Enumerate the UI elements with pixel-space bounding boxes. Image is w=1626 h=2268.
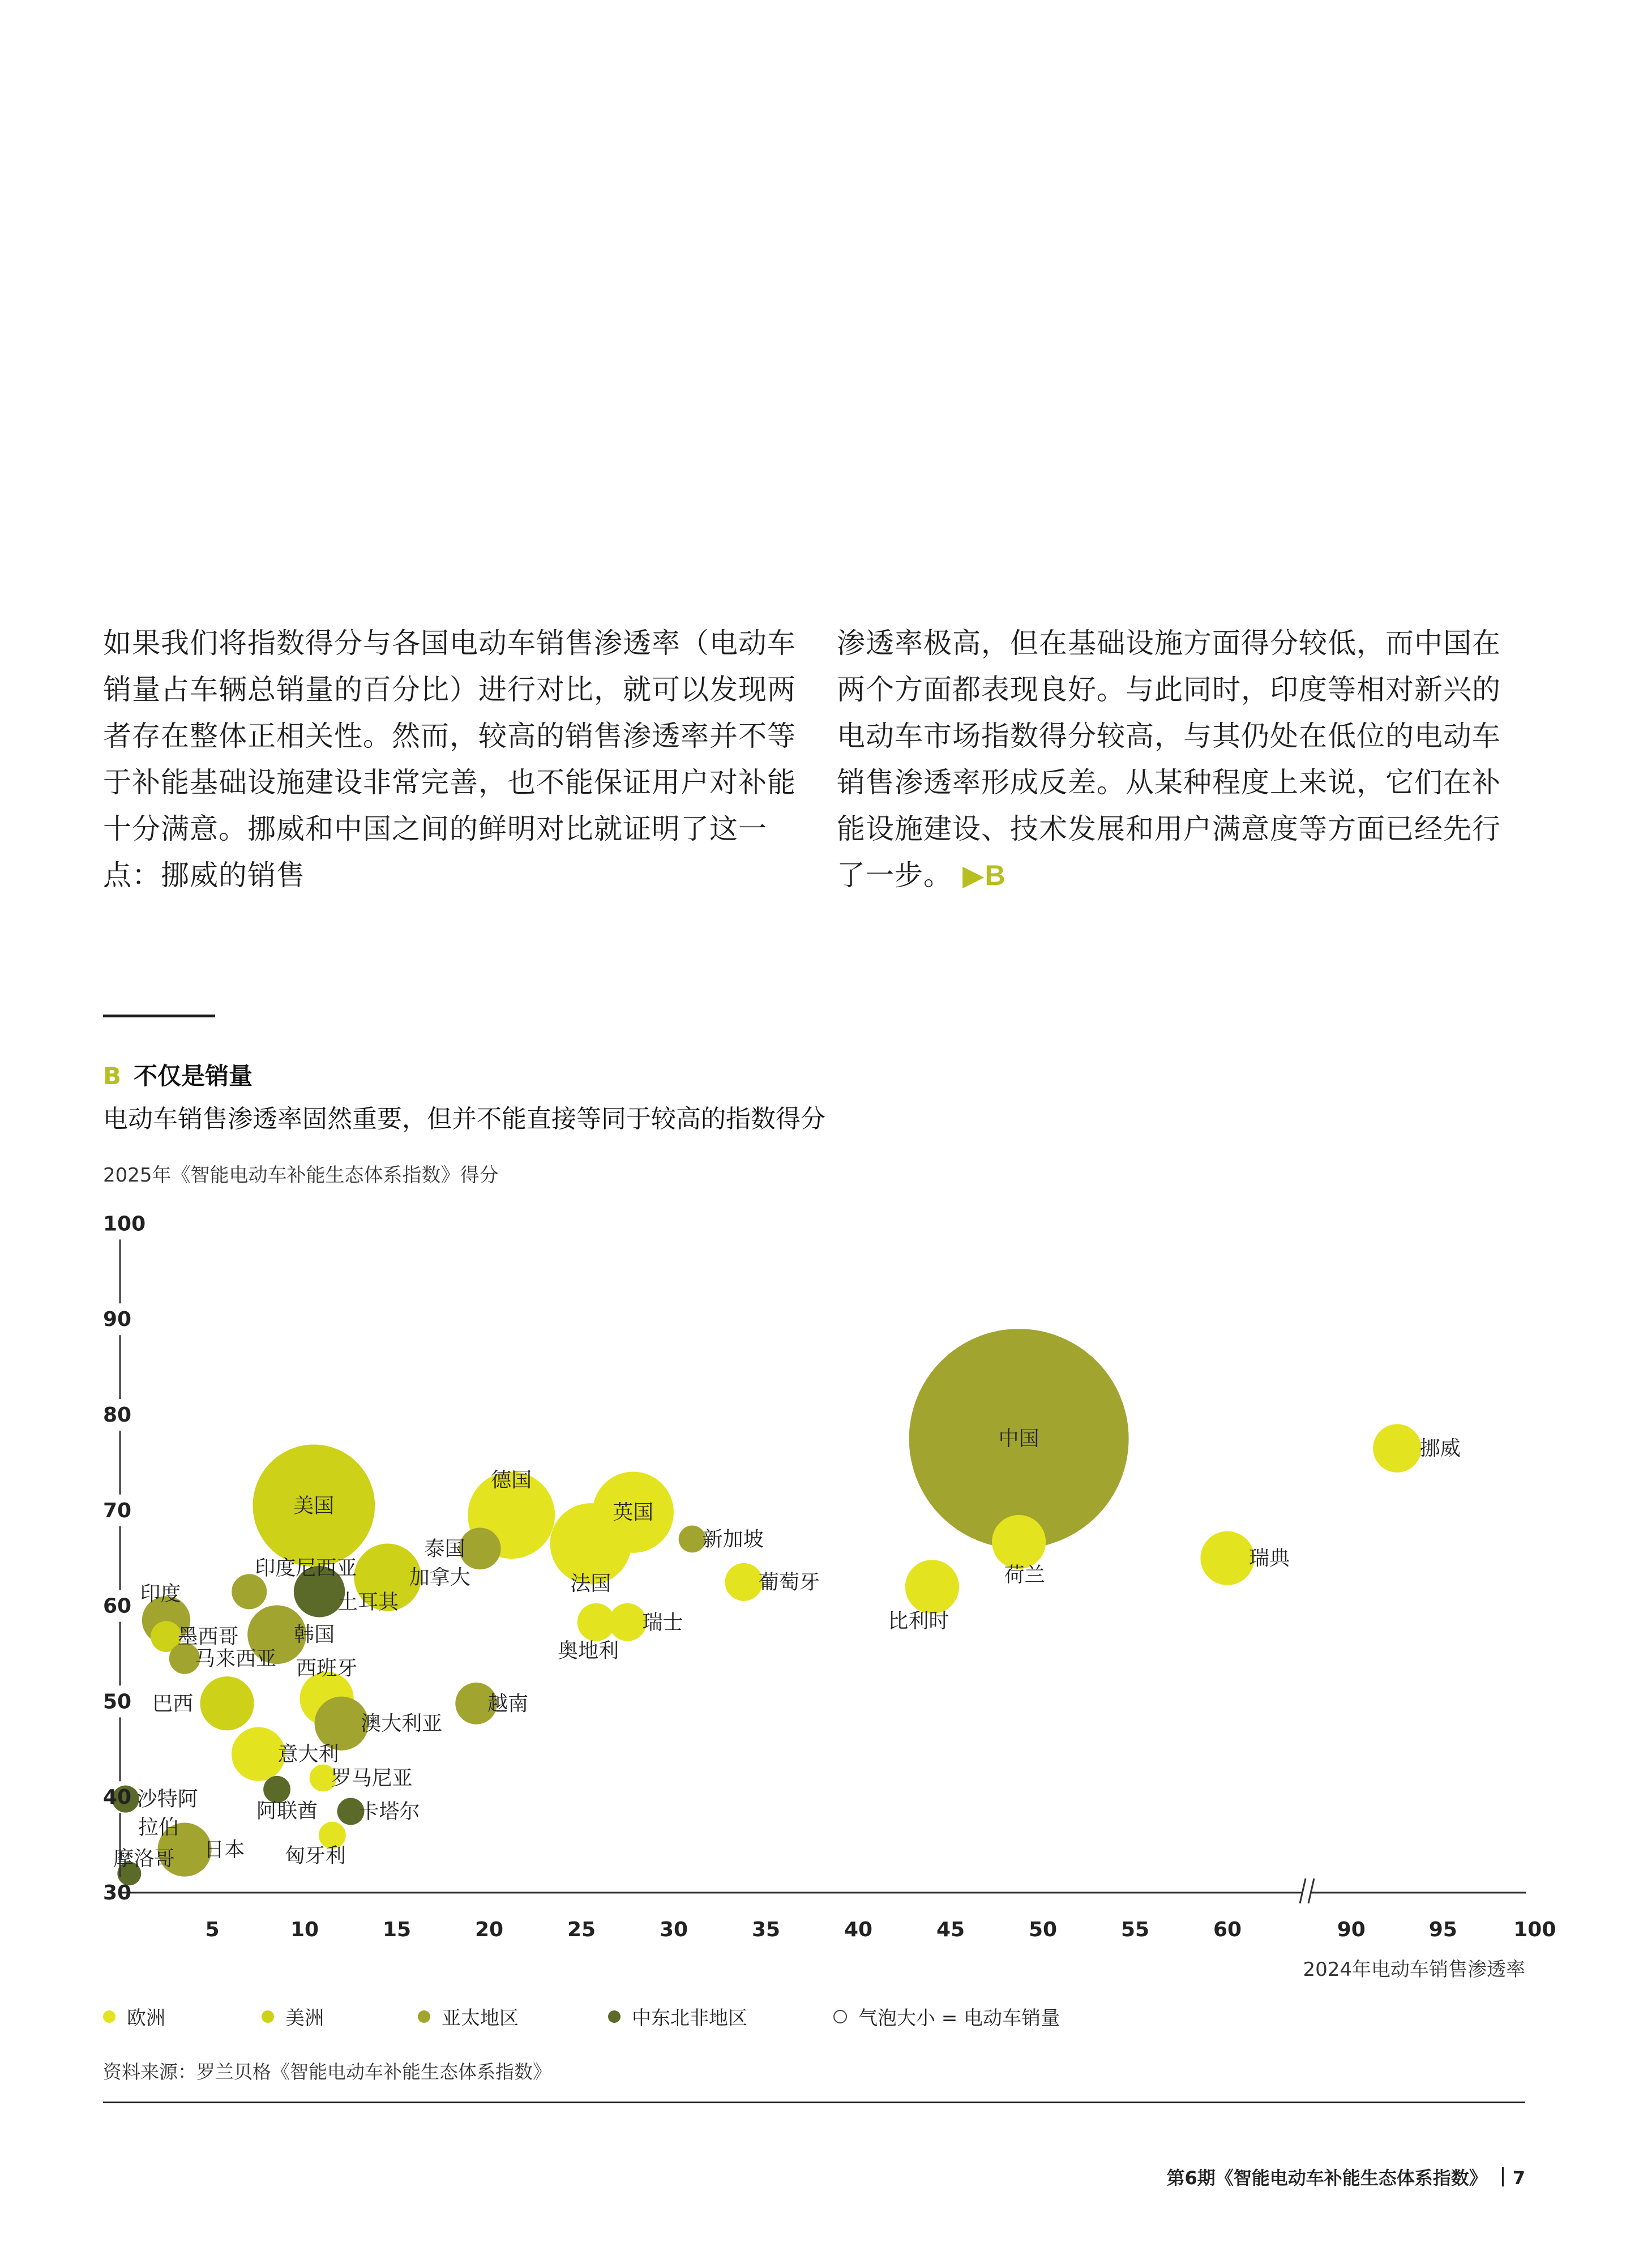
bubble-新加坡 [679,1526,706,1553]
label-layer [113,1427,1461,1871]
bubble-label-奥地利: 奥地利 [558,1639,619,1663]
bubble-label-马来西亚: 马来西亚 [195,1647,277,1671]
legend-label-europe: 欧洲 [127,2007,165,2030]
axis-break-mark [1300,1878,1306,1903]
bubble-label-澳大利亚: 澳大利亚 [361,1712,443,1736]
bubble-label-泰国: 泰国 [424,1537,465,1561]
bubble-label-墨西哥: 墨西哥 [177,1625,239,1649]
bubble-label-阿联酋: 阿联酋 [256,1799,318,1823]
legend-label-americas: 美洲 [285,2007,324,2030]
legend-item-europe [103,2002,165,2030]
bubble-label-土耳其: 土耳其 [337,1590,399,1614]
bubble-label-罗马尼亚: 罗马尼亚 [331,1766,413,1790]
page-footer [1166,2164,1525,2190]
x-tick-label: 90 [1337,1918,1366,1941]
figure-subtitle: 电动车销售渗透率固然重要，但并不能直接等同于较高的指数得分 [103,1105,825,1133]
bubble-label-瑞士: 瑞士 [642,1611,683,1634]
bubble-label-新加坡: 新加坡 [702,1527,764,1551]
bubble-label-加拿大: 加拿大 [409,1565,470,1589]
label-line: 拉伯 [138,1816,179,1839]
bubble-荷兰 [992,1515,1046,1569]
bubble-阿联酋 [263,1776,290,1803]
bubble-label-中国: 中国 [998,1427,1039,1451]
bubble-label-瑞典: 瑞典 [1249,1547,1290,1571]
bubble-label-荷兰: 荷兰 [1004,1563,1045,1587]
x-tick-label: 100 [1513,1918,1556,1941]
x-tick-label: 10 [290,1918,319,1941]
x-tick-label: 50 [1028,1918,1058,1941]
legend-item-apac [418,2002,519,2030]
bubble-葡萄牙 [725,1563,763,1601]
footer-separator [1502,2167,1504,2186]
x-tick-label: 40 [844,1918,873,1941]
bubble-label-韩国: 韩国 [294,1623,335,1647]
x-tick-label: 60 [1213,1918,1242,1941]
axis-break-mark [1308,1878,1314,1903]
y-tick-label: 80 [103,1403,132,1427]
legend-item-mena [608,2002,747,2030]
bubble-label-印度尼西亚: 印度尼西亚 [255,1556,357,1580]
x-tick-label: 30 [659,1918,688,1941]
bubble-label-匈牙利: 匈牙利 [284,1844,346,1868]
footer-publication: 第6期《智能电动车补能生态体系指数》 [1166,2167,1487,2189]
bubble-label-巴西: 巴西 [152,1692,194,1715]
label-line: 沙特阿 [136,1787,198,1811]
bubble-label-意大利: 意大利 [277,1743,339,1766]
legend-dot-americas [262,2010,274,2023]
y-tick-label: 60 [103,1594,132,1618]
figure-reference-link[interactable]: ▶B [962,859,1006,891]
bubble-label-比利时: 比利时 [888,1609,949,1633]
bubble-瑞典 [1200,1531,1254,1585]
body-text-left-content: 如果我们将指数得分与各国电动车销售渗透率（电动车销量占车辆总销量的百分比）进行对比，就可以发现两者存在整体正相关性。然而，较高的销售渗透率并不等于补能基础设施建设非常完善，也不能保证用户对补能十分满意。挪威和中国之间的鲜明对比就证明了这一点：挪威的销售 [103,627,796,892]
x-tick-label: 55 [1120,1918,1150,1941]
legend-dot-mena [608,2010,621,2023]
x-axis-title: 2024年电动车销售渗透率 [1303,1958,1525,1981]
bubble-label-法国: 法国 [570,1572,611,1595]
figure-letter: B [103,1062,122,1090]
bubble-label-越南: 越南 [487,1692,529,1715]
x-tick-label: 5 [205,1918,220,1941]
x-tick-label: 15 [382,1918,412,1941]
x-tick-label: 35 [751,1918,781,1941]
bubble-label-英国: 英国 [613,1501,654,1525]
y-tick-label: 100 [103,1212,146,1236]
legend-size-circle-icon [833,2010,847,2023]
x-tick-label: 25 [567,1918,596,1941]
legend-item-size [833,2002,1060,2030]
bubble-label-西班牙: 西班牙 [296,1657,358,1680]
bubble-label-摩洛哥: 摩洛哥 [113,1847,175,1871]
y-axis-title: 2025年《智能电动车补能生态体系指数》得分 [103,1164,499,1187]
bubble-瑞士 [609,1603,647,1641]
body-text-right-content: 渗透率极高，但在基础设施方面得分较低，而中国在两个方面都表现良好。与此同时，印度等相对新兴的电动车市场指数得分较高，与其仍处在低位的电动车销售渗透率形成反差。从某种程度上来说，它们在补能设施建设、技术发展和用户满意度等方面已经先行了一步。 [837,627,1501,892]
y-tick-label: 70 [103,1499,132,1522]
bubble-label-美国: 美国 [293,1494,335,1518]
bottom-divider [103,2102,1525,2103]
bubble-label-日本: 日本 [204,1838,245,1862]
figure-title: 不仅是销量 [134,1062,253,1090]
legend-label-apac: 亚太地区 [442,2007,519,2030]
y-tick-label: 30 [103,1881,132,1905]
page-number: 7 [1512,2167,1525,2189]
x-tick-label: 95 [1428,1918,1457,1941]
legend-label-size: 气泡大小 = 电动车销量 [858,2007,1060,2030]
bubble-比利时 [905,1560,959,1614]
bubble-label-葡萄牙: 葡萄牙 [758,1571,820,1594]
chart-source: 资料来源：罗兰贝格《智能电动车补能生态体系指数》 [103,2061,551,2083]
legend-item-americas [262,2002,324,2030]
x-tick-label: 45 [936,1918,965,1941]
y-tick-label: 50 [103,1690,132,1714]
legend-dot-europe [103,2010,115,2023]
bubble-泰国 [459,1527,501,1569]
bubble-label-挪威: 挪威 [1419,1437,1461,1461]
bubble-挪威 [1373,1424,1421,1472]
bubble-label-印度: 印度 [140,1582,181,1606]
y-tick-label: 40 [103,1786,132,1809]
legend-dot-apac [418,2010,430,2023]
x-tick-label: 20 [474,1918,504,1941]
bubble-label-德国: 德国 [491,1469,532,1492]
bubble-label-卡塔尔: 卡塔尔 [358,1800,420,1824]
y-tick-label: 90 [103,1308,132,1332]
bubble-巴西 [200,1676,254,1730]
legend-label-mena: 中东北非地区 [632,2007,747,2030]
